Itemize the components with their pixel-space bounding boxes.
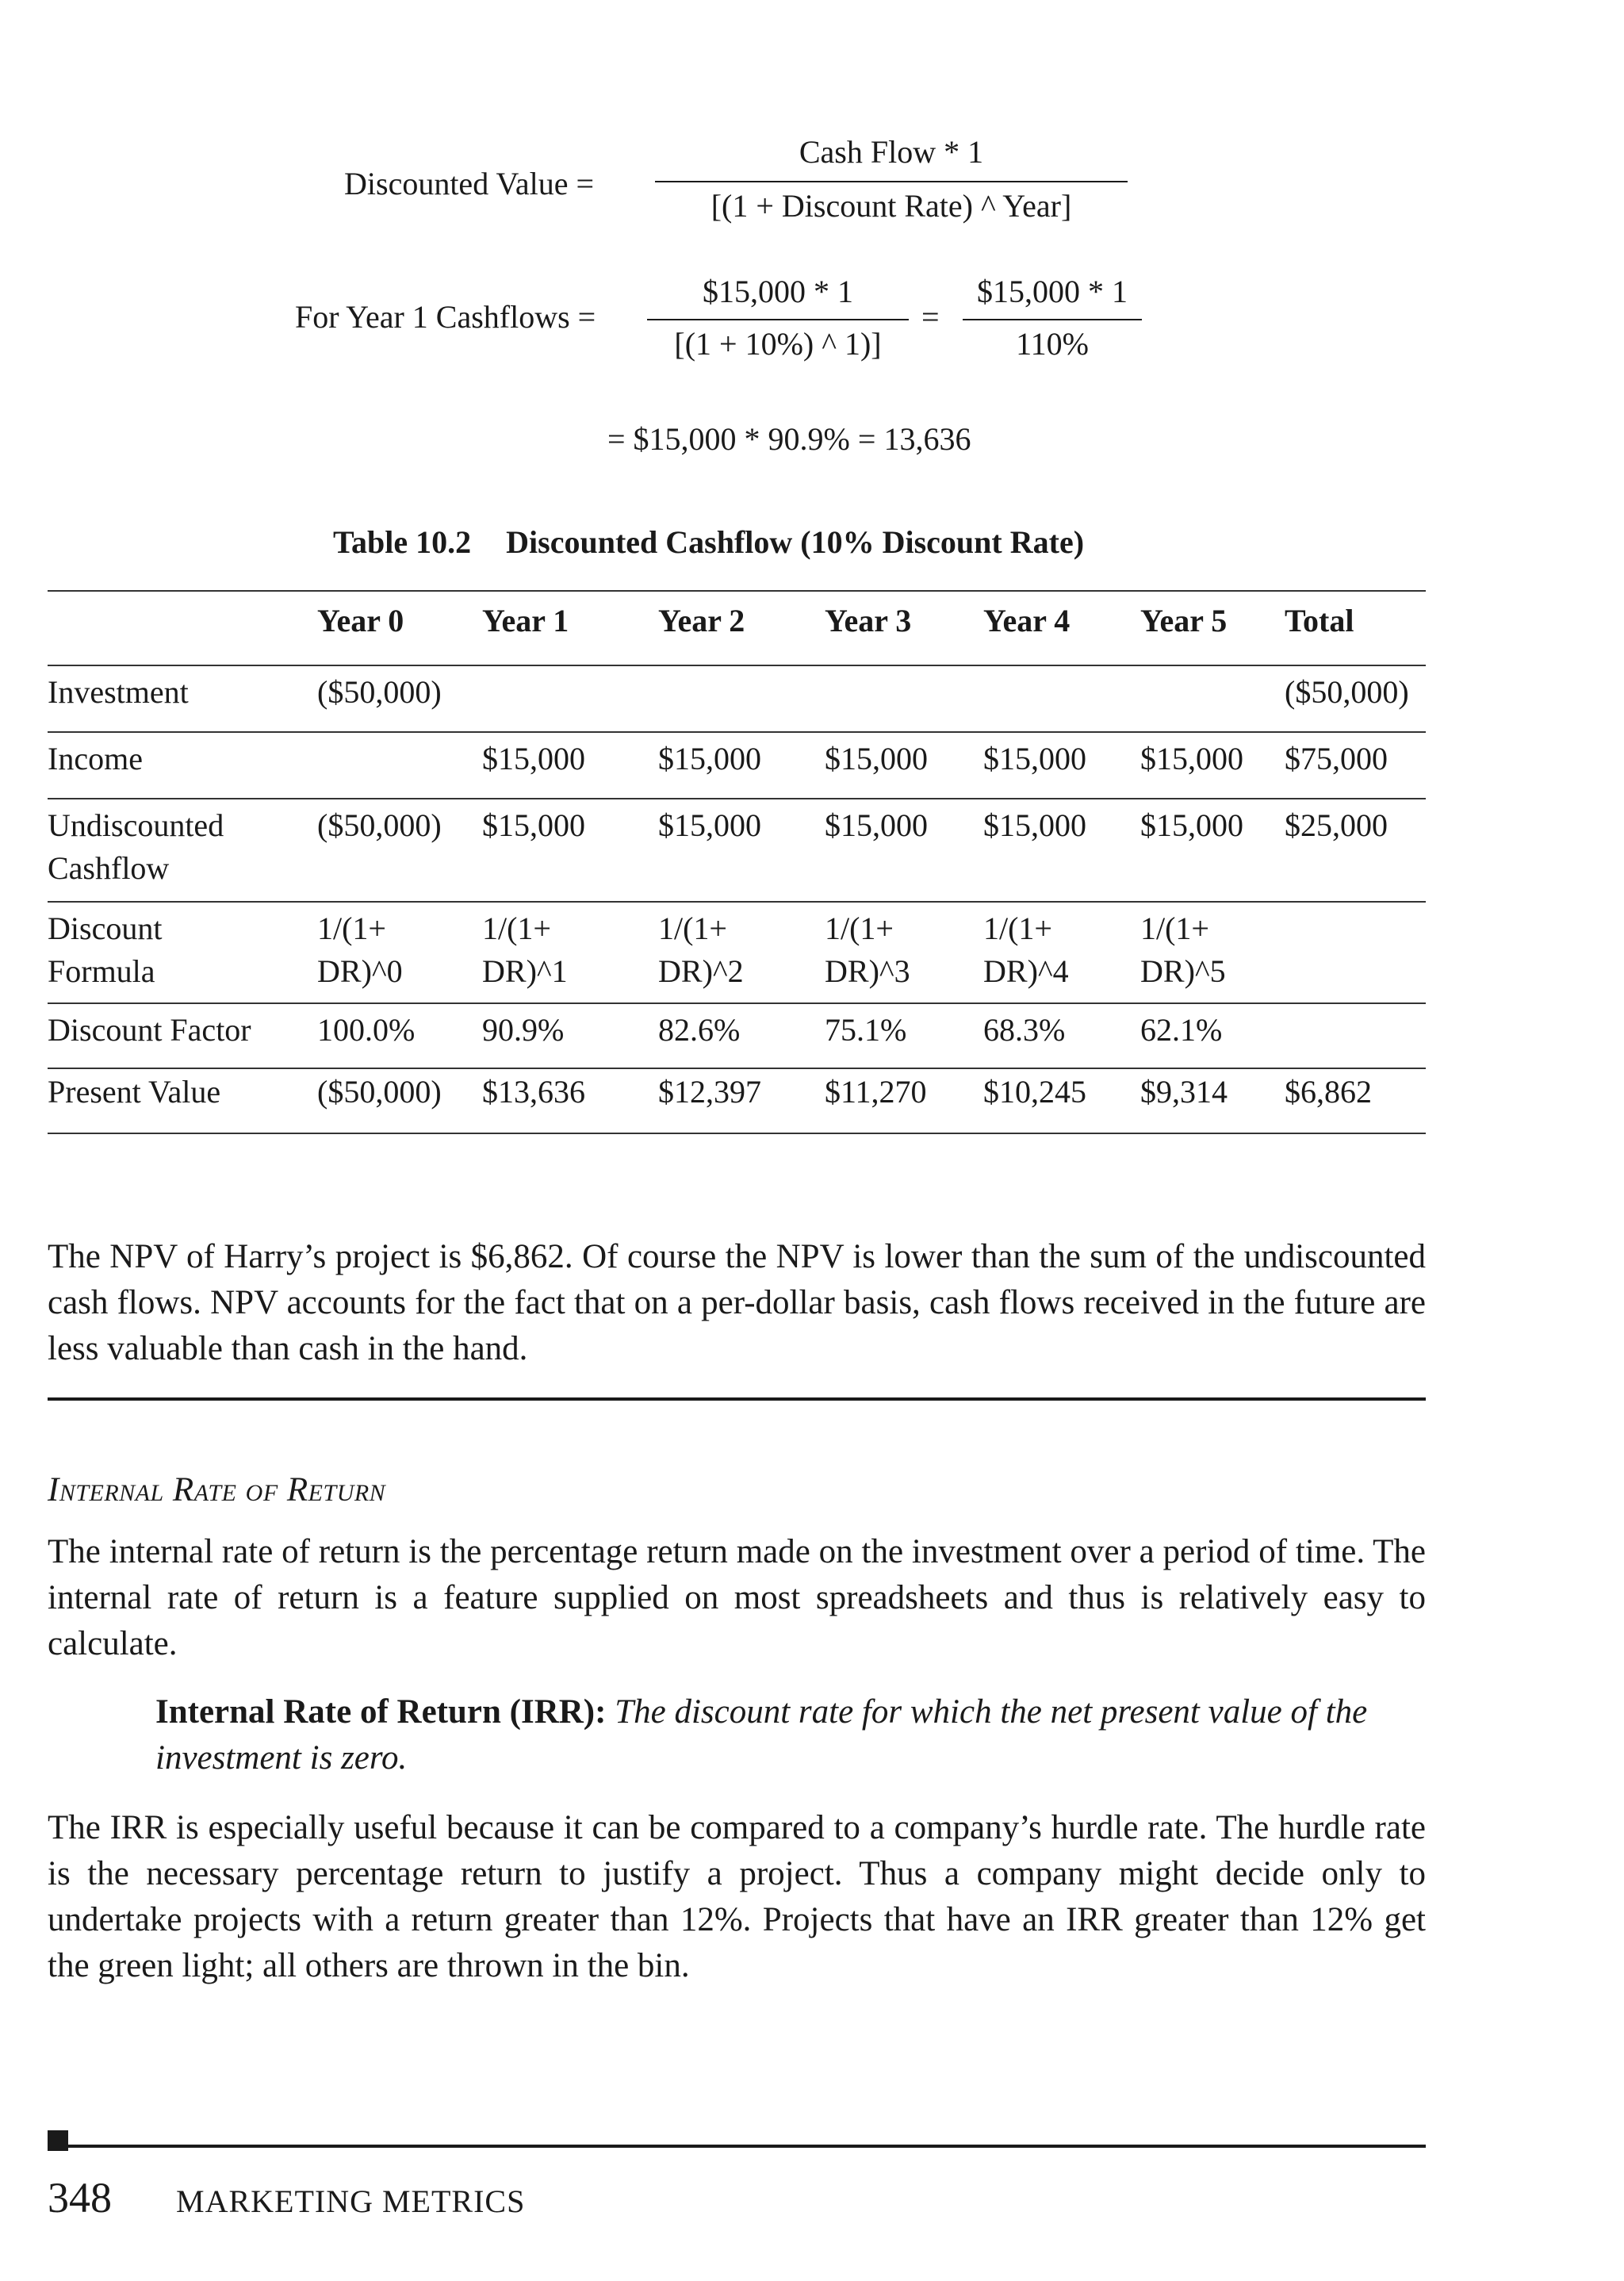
year1-cashflows-label: For Year 1 Cashflows = [295, 299, 596, 335]
column-header: Year 4 [983, 603, 1071, 638]
row-label [48, 804, 224, 890]
cell-line: DR)^1 [482, 953, 568, 989]
cell-line: $11,270 [825, 1074, 927, 1110]
cell-line: 90.9% [482, 1012, 565, 1048]
column-header: Total [1285, 603, 1354, 638]
cell-line: $15,000 [825, 741, 928, 776]
year1-result: = $15,000 * 90.9% = 13,636 [607, 421, 971, 457]
cell-line: $15,000 [983, 741, 1086, 776]
cell-line: 75.1% [825, 1012, 907, 1048]
row-label-line: Undiscounted [48, 807, 224, 843]
row-label [48, 1071, 220, 1114]
table-cell [825, 1071, 927, 1114]
cell-line: ($50,000) [317, 674, 442, 710]
row-label-line: Present Value [48, 1074, 221, 1110]
section-heading: Internal Rate of Return [48, 1471, 386, 1509]
cell-line: $6,862 [1285, 1074, 1372, 1110]
table-cell [983, 738, 1086, 780]
cell-line: $13,636 [482, 1074, 585, 1110]
cell-line: $15,000 [1140, 741, 1243, 776]
table-caption [333, 523, 1084, 561]
column-header: Year 5 [1140, 603, 1228, 638]
row-label-line: Cashflow [48, 850, 170, 886]
cell-line: DR)^4 [983, 953, 1069, 989]
year1-numerator-simplified: $15,000 * 1 [977, 274, 1128, 309]
footer-square-marker [48, 2130, 68, 2151]
table-cell [482, 907, 568, 993]
table-cell [983, 907, 1069, 993]
cell-line: DR)^0 [317, 953, 403, 989]
table-rule [48, 590, 1426, 592]
irr-definition [155, 1689, 1426, 1781]
cell-line: 100.0% [317, 1012, 416, 1048]
cell-line: $15,000 [482, 741, 585, 776]
cell-line: 1/(1+ [825, 910, 894, 946]
fraction-bar [647, 319, 909, 320]
npv-paragraph: The NPV of Harry’s project is $6,862. Of course the NPV is lower than the sum of the undiscounted cash flows. NPV accounts for the fact that on a per-dollar basis, cash flows received in the future are less valuable than cash in the hand. [48, 1238, 1426, 1367]
cell-line: $15,000 [482, 807, 585, 843]
table-title: Discounted Cashflow (10% Discount Rate) [506, 524, 1085, 560]
cell-line: $75,000 [1285, 741, 1388, 776]
table-rule [48, 1002, 1426, 1004]
cell-line: 1/(1+ [317, 910, 386, 946]
cell-line: 1/(1+ [658, 910, 727, 946]
table-cell [983, 804, 1086, 847]
table-cell [658, 738, 761, 780]
table-cell [1285, 804, 1388, 847]
equals-sign: = [921, 299, 940, 335]
page-number: 348 [48, 2174, 112, 2222]
table-cell [825, 804, 928, 847]
running-head: MARKETING METRICS [176, 2183, 526, 2219]
table-rule [48, 731, 1426, 733]
table-cell [658, 1071, 761, 1114]
cell-line: 1/(1+ [1140, 910, 1209, 946]
table-cell [317, 671, 442, 714]
cell-line: 1/(1+ [983, 910, 1052, 946]
table-cell [658, 804, 761, 847]
cell-line: 62.1% [1140, 1012, 1223, 1048]
hurdle-rate-paragraph: The IRR is especially useful because it can be compared to a company’s hurdle rate. The hurdle rate is the necessary percentage return to justify a project. Thus a company might decide only to undertake projects with a return greater than 12%. Projects that have an IRR greater than 12% get the green light; all others are thrown in the bin. [48, 1809, 1426, 1984]
table-rule [48, 1133, 1426, 1134]
column-header: Year 0 [317, 603, 404, 638]
cell-line: $10,245 [983, 1074, 1086, 1110]
row-label-line: Discount Factor [48, 1012, 251, 1048]
table-cell [482, 804, 585, 847]
table-cell [1140, 738, 1243, 780]
row-label-line: Discount [48, 910, 163, 946]
cell-line: 68.3% [983, 1012, 1066, 1048]
table-cell [1140, 907, 1226, 993]
year1-denominator: [(1 + 10%) ^ 1)] [674, 326, 882, 362]
table-cell [1140, 804, 1243, 847]
cell-line: $15,000 [825, 807, 928, 843]
column-header: Year 2 [658, 603, 745, 638]
year1-denominator-simplified: 110% [1016, 326, 1089, 362]
discounted-value-denominator: [(1 + Discount Rate) ^ Year] [710, 188, 1072, 224]
table-cell [825, 1009, 906, 1052]
cell-line: 1/(1+ [482, 910, 551, 946]
fraction-bar [963, 319, 1142, 320]
table-cell [317, 1009, 415, 1052]
table-cell [482, 1009, 564, 1052]
row-label [48, 1009, 251, 1052]
row-label-line: Formula [48, 953, 155, 989]
column-header: Year 1 [482, 603, 569, 638]
cell-line: $9,314 [1140, 1074, 1228, 1110]
cell-line: ($50,000) [1285, 674, 1409, 710]
table-cell [825, 907, 910, 993]
cell-line: 82.6% [658, 1012, 741, 1048]
table-cell [983, 1009, 1065, 1052]
table-cell [1140, 1009, 1222, 1052]
cell-line: DR)^5 [1140, 953, 1226, 989]
cell-line: DR)^2 [658, 953, 744, 989]
table-number: Table 10.2 [333, 524, 472, 560]
row-label [48, 738, 143, 780]
table-cell [1285, 738, 1388, 780]
definition-term: Internal Rate of Return (IRR): [155, 1693, 607, 1731]
table-cell [317, 1071, 442, 1114]
cell-line: $15,000 [983, 807, 1086, 843]
table-rule [48, 901, 1426, 903]
table-cell [482, 1071, 585, 1114]
year1-numerator: $15,000 * 1 [703, 274, 853, 309]
row-label [48, 671, 189, 714]
table-cell [482, 738, 585, 780]
discounted-value-numerator: Cash Flow * 1 [799, 134, 984, 170]
cell-line: $15,000 [658, 741, 761, 776]
row-label-line: Investment [48, 674, 189, 710]
table-cell [658, 1009, 740, 1052]
table-rule [48, 1068, 1426, 1069]
definition-text: The discount rate for which the net present value of the investment is zero. [155, 1693, 1368, 1777]
table-cell [1285, 1071, 1372, 1114]
discounted-value-label: Discounted Value = [344, 166, 595, 201]
cell-line: $15,000 [658, 807, 761, 843]
table-cell [825, 738, 928, 780]
table-cell [983, 1071, 1086, 1114]
table-rule [48, 665, 1426, 666]
cell-line: $25,000 [1285, 807, 1388, 843]
table-cell [1140, 1071, 1228, 1114]
table-rule [48, 798, 1426, 799]
row-label [48, 907, 162, 993]
column-header: Year 3 [825, 603, 912, 638]
table-cell [658, 907, 744, 993]
cell-line: $15,000 [1140, 807, 1243, 843]
table-cell [317, 804, 442, 847]
cell-line: ($50,000) [317, 807, 442, 843]
footer-rule [48, 2145, 1426, 2148]
cell-line: ($50,000) [317, 1074, 442, 1110]
cell-line: $12,397 [658, 1074, 761, 1110]
section-divider [48, 1397, 1426, 1401]
table-cell [1285, 671, 1409, 714]
row-label-line: Income [48, 741, 143, 776]
table-cell [317, 907, 403, 993]
fraction-bar [655, 181, 1128, 182]
cell-line: DR)^3 [825, 953, 910, 989]
irr-paragraph: The internal rate of return is the percentage return made on the investment over a period of time. The internal rate of return is a feature supplied on most spreadsheets and thus is relatively easy to calculate. [48, 1533, 1426, 1662]
